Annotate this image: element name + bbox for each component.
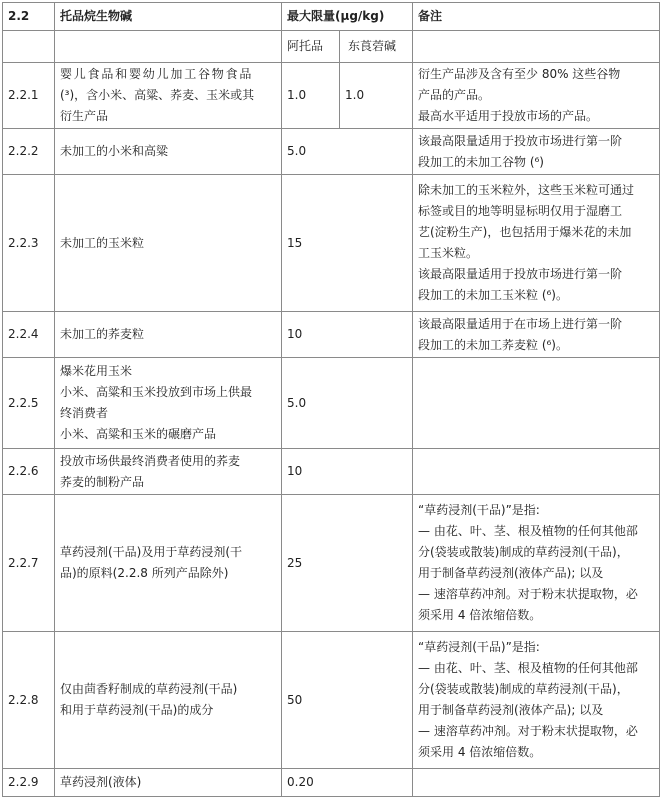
note-line: 除未加工的玉米粒外，这些玉米粒可通过 <box>418 183 635 197</box>
note-line: 艺(淀粉生产)，也包括用于爆米花的未加 <box>418 225 632 239</box>
table-row <box>3 175 660 312</box>
note-line: 最高水平适用于投放市场的产品。 <box>418 109 599 123</box>
row-product <box>55 769 282 797</box>
note-line: “草药浸剂(干品)”是指: <box>418 640 540 654</box>
note-line: 分(袋装或散装)制成的草药浸剂(干品)， <box>418 545 629 559</box>
row-value: 10 <box>282 312 413 358</box>
note-line: “草药浸剂(干品)”是指: <box>418 503 540 517</box>
row-product <box>55 358 282 449</box>
row-note <box>413 63 660 129</box>
product-line: (³)，含小米、高粱、荞麦、玉米或其 <box>60 88 255 102</box>
table-subheader-row <box>3 31 660 63</box>
row-value: 5.0 <box>282 129 413 175</box>
product-line: 终消费者 <box>60 406 109 420</box>
product-line: 爆米花用玉米 <box>60 364 133 378</box>
note-line: 段加工的未加工玉米粒 (⁶)。 <box>418 288 568 302</box>
note-line: 须采用 4 倍浓缩倍数。 <box>418 745 542 759</box>
row-code: 2.2.3 <box>3 175 55 312</box>
product-line: 衍生产品 <box>60 109 109 123</box>
row-product <box>55 632 282 769</box>
row-code: 2.2.2 <box>3 129 55 175</box>
row-code: 2.2.6 <box>3 449 55 495</box>
product-line: 未加工的荞麦粒 <box>60 327 145 341</box>
header-substance: 托品烷生物碱 <box>55 3 282 31</box>
row-product <box>55 449 282 495</box>
row-value: 50 <box>282 632 413 769</box>
product-line: 草药浸剂(干品)及用于草药浸剂(干 <box>60 545 243 559</box>
product-line: 婴儿食品和婴幼儿加工谷物食品 <box>60 67 254 81</box>
note-line: 标签或目的地等明显标明仅用于湿磨工 <box>418 204 623 218</box>
row-code: 2.2.5 <box>3 358 55 449</box>
row-code: 2.2.1 <box>3 63 55 129</box>
header-remarks: 备注 <box>413 3 660 31</box>
row-value-atropine: 1.0 <box>282 63 340 129</box>
product-line: 品)的原料(2.2.8 所列产品除外) <box>60 566 229 580</box>
tropane-alkaloid-limits-table <box>2 2 660 797</box>
row-value: 5.0 <box>282 358 413 449</box>
row-value-scopolamine: 1.0 <box>340 63 413 129</box>
note-line: 段加工的未加工谷物 (⁶) <box>418 154 544 169</box>
row-product <box>55 312 282 358</box>
subheader-scopolamine: 东莨菪碱 <box>340 31 413 63</box>
subheader-empty-code <box>3 31 55 63</box>
row-product <box>55 63 282 129</box>
product-line: 未加工的玉米粒 <box>60 235 145 250</box>
note-line: — 速溶草药冲剂。对于粉末状提取物，必 <box>418 587 638 601</box>
row-value: 25 <box>282 495 413 632</box>
row-code: 2.2.4 <box>3 312 55 358</box>
subheader-empty-product <box>55 31 282 63</box>
row-product <box>55 495 282 632</box>
note-line: — 由花、叶、茎、根及植物的任何其他部 <box>418 524 638 538</box>
row-note <box>413 632 660 769</box>
row-note <box>413 495 660 632</box>
product-line: 小米、高粱和玉米投放到市场上供最 <box>60 385 253 399</box>
note-line: 该最高限量适用于在市场上进行第一阶 <box>418 316 623 331</box>
row-product <box>55 129 282 175</box>
product-line: 和用于草药浸剂(干品)的成分 <box>60 703 214 717</box>
table-row <box>3 358 660 449</box>
note-line: 分(袋装或散装)制成的草药浸剂(干品)， <box>418 682 629 696</box>
table-row <box>3 449 660 495</box>
row-value: 10 <box>282 449 413 495</box>
table-row <box>3 129 660 175</box>
row-note-empty <box>413 449 660 495</box>
note-line: 段加工的未加工荞麦粒 (⁶)。 <box>418 337 568 352</box>
table-row <box>3 63 660 129</box>
product-line: 荞麦的制粉产品 <box>60 474 145 489</box>
note-line: 该最高限量适用于投放市场进行第一阶 <box>418 133 623 148</box>
note-line: 用于制备草药浸剂(液体产品); 以及 <box>418 703 604 717</box>
table-row <box>3 312 660 358</box>
subheader-empty-remarks <box>413 31 660 63</box>
row-note <box>413 312 660 358</box>
product-line: 草药浸剂(液体) <box>60 775 142 789</box>
product-line: 小米、高粱和玉米的碾磨产品 <box>60 427 217 441</box>
note-line: 工玉米粒。 <box>418 246 479 260</box>
product-line: 未加工的小米和高粱 <box>60 144 169 158</box>
table-row <box>3 495 660 632</box>
note-line: 用于制备草药浸剂(液体产品); 以及 <box>418 566 604 580</box>
row-value: 15 <box>282 175 413 312</box>
product-line: 仅由茴香籽制成的草药浸剂(干品) <box>60 682 238 696</box>
note-line: 产品的产品。 <box>418 88 491 102</box>
product-line: 投放市场供最终消费者使用的荞麦 <box>60 453 241 468</box>
table-header-row <box>3 3 660 31</box>
row-code: 2.2.8 <box>3 632 55 769</box>
subheader-atropine: 阿托品 <box>282 31 340 63</box>
note-line: 衍生产品涉及含有至少 80% 这些谷物 <box>418 67 621 81</box>
note-line: 该最高限量适用于投放市场进行第一阶 <box>418 267 623 281</box>
header-code: 2.2 <box>3 3 55 31</box>
note-line: — 由花、叶、茎、根及植物的任何其他部 <box>418 661 638 675</box>
row-value: 0.20 <box>282 769 413 797</box>
row-code: 2.2.9 <box>3 769 55 797</box>
note-line: 须采用 4 倍浓缩倍数。 <box>418 608 542 622</box>
note-line: — 速溶草药冲剂。对于粉末状提取物，必 <box>418 724 638 738</box>
row-note <box>413 175 660 312</box>
row-product <box>55 175 282 312</box>
row-note <box>413 129 660 175</box>
table-row <box>3 632 660 769</box>
row-note-empty <box>413 769 660 797</box>
table-row <box>3 769 660 797</box>
row-note-empty <box>413 358 660 449</box>
header-max-limit: 最大限量(μg/kg) <box>282 3 413 31</box>
row-code: 2.2.7 <box>3 495 55 632</box>
